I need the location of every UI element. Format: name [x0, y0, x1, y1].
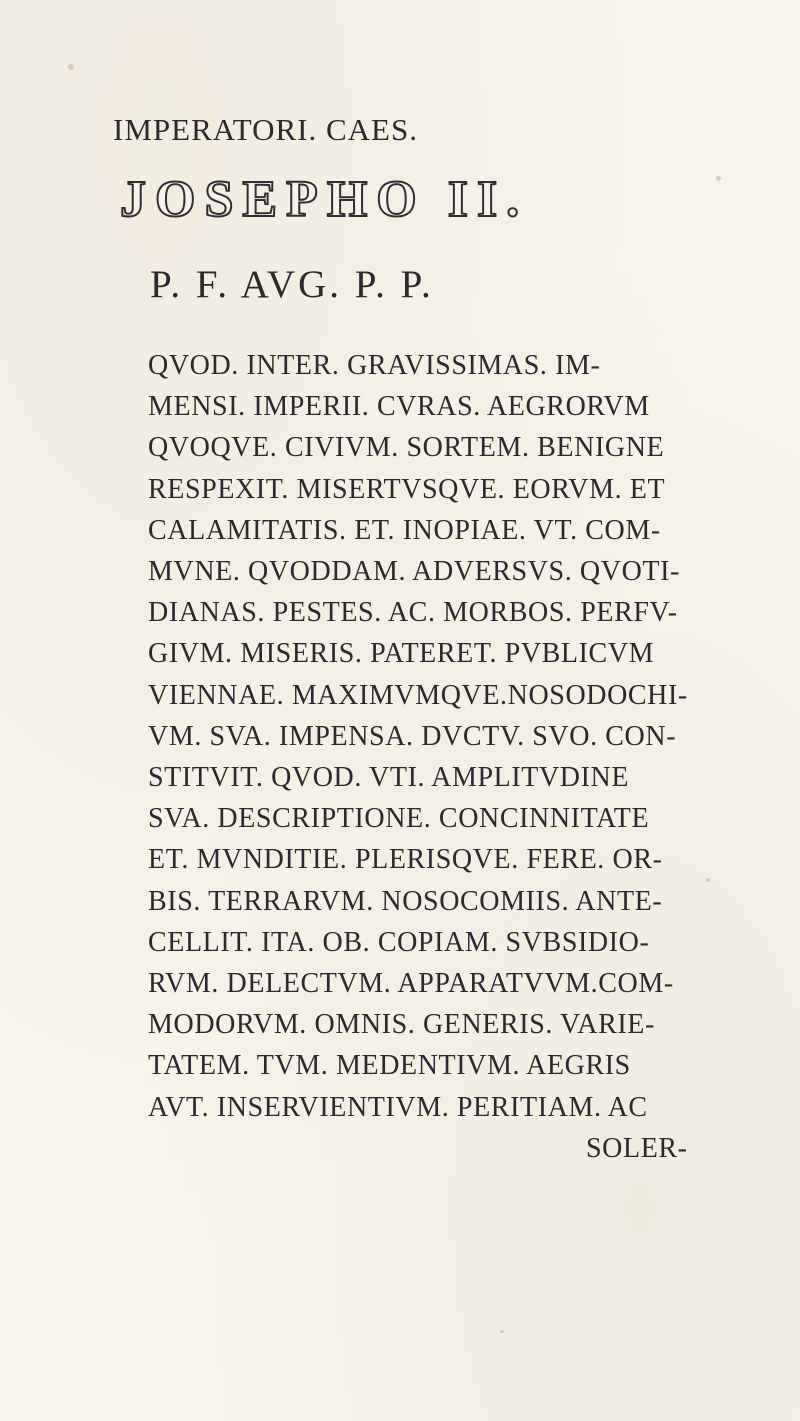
- inscription-line: DIANAS. PESTES. AC. MORBOS. PERFV-: [148, 597, 678, 629]
- inscription-line: AVT. INSERVIENTIVM. PERITIAM. AC: [148, 1091, 648, 1123]
- inscription-line: STITVIT. QVOD. VTI. AMPLITVDINE: [148, 762, 630, 794]
- inscription-body: [148, 345, 798, 1169]
- inscription-line: SVA. DESCRIPTIONE. CONCINNITATE: [148, 803, 650, 835]
- inscription-line: VM. SVA. IMPENSA. DVCTV. SVO. CON-: [148, 720, 677, 752]
- inscription-line: MODORVM. OMNIS. GENERIS. VARIE-: [148, 1009, 655, 1041]
- paper-speck: [500, 1330, 504, 1333]
- dedication-line: IMPERATORI. CAES.: [113, 112, 418, 147]
- catchword: SOLER-: [586, 1132, 688, 1164]
- inscription-line: CELLIT. ITA. OB. COPIAM. SVBSIDIO-: [148, 926, 650, 958]
- inscription-line: BIS. TERRARVM. NOSOCOMIIS. ANTE-: [148, 885, 663, 917]
- inscription-line: QVOD. INTER. GRAVISSIMAS. IM-: [148, 350, 601, 381]
- inscription-line: CALAMITATIS. ET. INOPIAE. VT. COM-: [148, 514, 661, 546]
- inscription-line: RVM. DELECTVM. APPARATVVM.COM-: [148, 968, 674, 1000]
- paper-speck: [716, 176, 721, 181]
- emperor-name: JOSEPHO II.: [120, 171, 529, 228]
- inscription-line: RESPEXIT. MISERTVSQVE. EORVM. ET: [148, 473, 666, 505]
- paper-speck: [68, 64, 74, 70]
- imperial-titles: P. F. AVG. P. P.: [150, 263, 434, 306]
- inscription-line: MVNE. QVODDAM. ADVERSVS. QVOTI-: [148, 556, 680, 588]
- inscription-line: VIENNAE. MAXIMVMQVE.NOSODOCHI-: [148, 679, 688, 711]
- inscription-line: MENSI. IMPERII. CVRAS. AEGRORVM: [148, 391, 650, 423]
- inscription-line: ET. MVNDITIE. PLERISQVE. FERE. OR-: [148, 844, 663, 876]
- paper-speck: [706, 878, 710, 882]
- inscription-line: GIVM. MISERIS. PATERET. PVBLICVM: [148, 638, 655, 670]
- inscription-line: QVOQVE. CIVIVM. SORTEM. BENIGNE: [148, 432, 665, 464]
- inscription-line: TATEM. TVM. MEDENTIVM. AEGRIS: [148, 1050, 631, 1082]
